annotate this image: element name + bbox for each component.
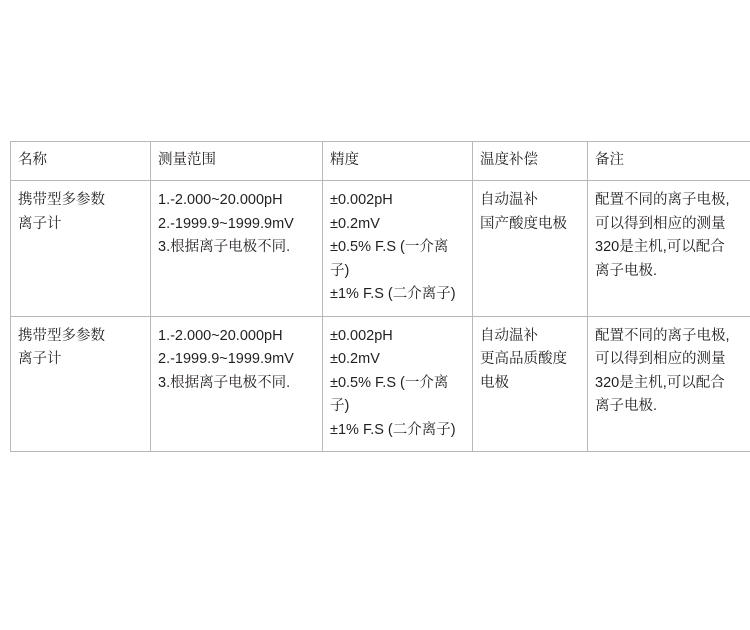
cell-temp-compensation <box>473 316 588 451</box>
cell-remark <box>588 316 750 451</box>
cell-line: 1.-2.000~20.000pH <box>158 327 283 344</box>
cell-line: ±0.002pH <box>330 327 393 344</box>
column-header-accuracy: 精度 <box>323 142 473 181</box>
cell-line: 3.根据离子电极不同. <box>158 239 291 256</box>
cell-line: 更高品质酸度 <box>480 351 567 368</box>
cell-line: 自动温补 <box>480 327 538 344</box>
cell-accuracy <box>323 316 473 451</box>
cell-line: 电极 <box>480 374 509 391</box>
cell-line: ±0.2mV <box>330 351 380 368</box>
cell-remark <box>588 181 750 316</box>
cell-line: 配置不同的离子电极, <box>595 192 730 209</box>
cell-line: 离子计 <box>18 215 62 232</box>
spec-table-container <box>10 141 750 452</box>
table-row <box>11 181 750 316</box>
cell-line: 1.-2.000~20.000pH <box>158 192 283 209</box>
cell-line: 自动温补 <box>480 192 538 209</box>
cell-line: ±0.2mV <box>330 215 380 232</box>
cell-line: 2.-1999.9~1999.9mV <box>158 215 294 232</box>
cell-line: 320是主机,可以配合 <box>595 374 725 391</box>
specification-table <box>10 141 750 452</box>
cell-line: 携带型多参数 <box>18 192 105 209</box>
cell-line: 可以得到相应的测量 <box>595 351 726 368</box>
column-header-remark: 备注 <box>588 142 750 181</box>
cell-line: ±0.002pH <box>330 192 393 209</box>
column-header-range: 测量范围 <box>151 142 323 181</box>
cell-range <box>151 316 323 451</box>
table-header-row <box>11 142 750 181</box>
cell-line: 320是主机,可以配合 <box>595 239 725 256</box>
cell-range <box>151 181 323 316</box>
cell-line: 离子电极. <box>595 398 658 415</box>
cell-temp-compensation <box>473 181 588 316</box>
table-row <box>11 316 750 451</box>
cell-accuracy <box>323 181 473 316</box>
cell-line: 离子电极. <box>595 262 658 279</box>
cell-line: ±0.5% F.S (一介离子) <box>330 374 449 415</box>
cell-line: 可以得到相应的测量 <box>595 215 726 232</box>
cell-line: ±1% F.S (二介离子) <box>330 286 456 303</box>
cell-line: ±0.5% F.S (一介离子) <box>330 239 449 279</box>
cell-name <box>11 316 151 451</box>
cell-line: ±1% F.S (二介离子) <box>330 421 456 438</box>
cell-name <box>11 181 151 316</box>
cell-line: 3.根据离子电极不同. <box>158 374 291 391</box>
cell-line: 2.-1999.9~1999.9mV <box>158 351 294 368</box>
cell-line: 配置不同的离子电极, <box>595 327 730 344</box>
column-header-name: 名称 <box>11 142 151 181</box>
cell-line: 国产酸度电极 <box>480 215 567 232</box>
column-header-temp-compensation: 温度补偿 <box>473 142 588 181</box>
cell-line: 离子计 <box>18 351 62 368</box>
cell-line: 携带型多参数 <box>18 327 105 344</box>
